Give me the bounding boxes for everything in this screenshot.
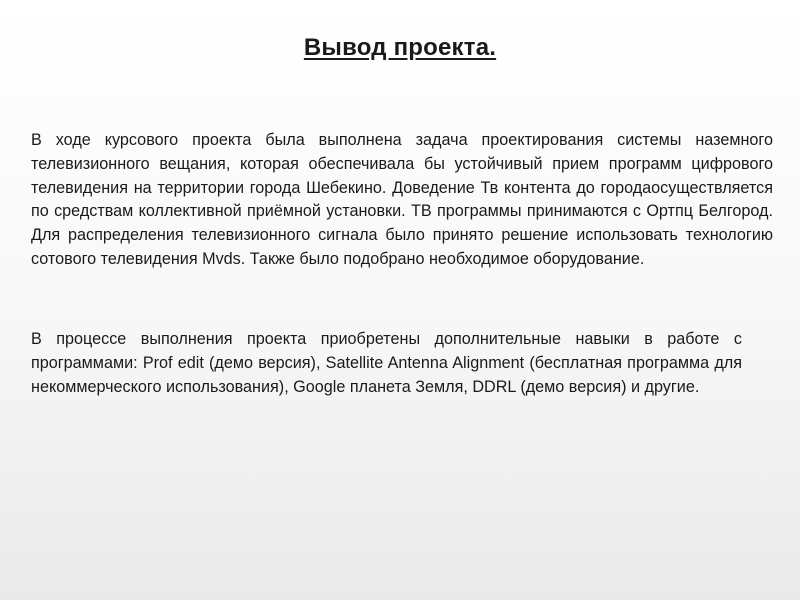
skills-paragraph: В процессе выполнения проекта приобретены дополнительные навыки в работе с программами: Prof edit (демо версия), Satellite Antenna Alignment (бесплатная программа для некоммерческого использования), Google планета Земля, DDRL (демо версия) и другие. (31, 330, 742, 396)
slide-title: Вывод проекта. (303, 34, 497, 61)
conclusion-paragraph: В ходе курсового проекта была выполнена задача проектирования системы наземного телевизионного вещания, которая обеспечивала бы устойчивый прием программ цифрового телевидения на территории города Шебекино. Доведение Тв контента до городаосуществляется по средствам коллективной приёмной установки. ТВ программы принимаются с Ортпц Белгород. Для распределения телевизионного сигнала было принято решение использовать технологию сотового телевидения Mvds. Также было подобрано необходимое оборудование. (31, 131, 773, 268)
